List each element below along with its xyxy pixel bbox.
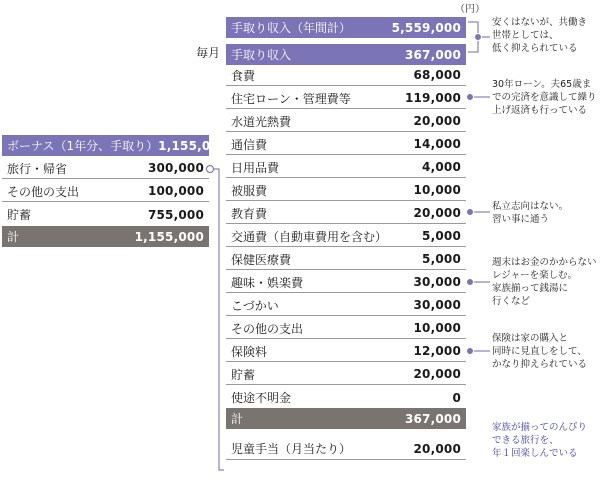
hobby-note-dot bbox=[466, 278, 474, 286]
travel-note-dot bbox=[206, 165, 214, 173]
travel-row: 旅行・帰省 300,000 bbox=[2, 158, 209, 179]
hobby-row: 趣味・娯楽費 30,000 bbox=[226, 272, 466, 293]
unknown-expenses-row: 使途不明金 0 bbox=[231, 390, 461, 405]
education-row: 教育費 20,000 bbox=[226, 203, 466, 224]
savings-row: 貯蓄 20,000 bbox=[226, 364, 466, 385]
housing-note-dot bbox=[466, 93, 474, 101]
hobby-note: 週末はお金のかからない レジャーを楽しむ。 家族揃って銭湯に 行くなど bbox=[492, 257, 597, 307]
allowance-row: こづかい 30,000 bbox=[226, 295, 466, 316]
housing-row: 住宅ローン・管理費等 119,000 bbox=[226, 88, 466, 109]
insurance-row: 保険料 12,000 bbox=[226, 341, 466, 362]
clothing-row: 被服費 10,000 bbox=[226, 180, 466, 201]
income-note: 安くはないが、共働き 世帯としては、 低く抑えられている bbox=[492, 17, 588, 54]
insurance-note: 保険は家の購入と 同時に見直しをして、 かなり抑えられている bbox=[492, 333, 588, 370]
child-allowance-row: 児童手当（月当たり） 20,000 bbox=[226, 438, 466, 460]
communication-row: 通信費 14,000 bbox=[226, 134, 466, 155]
bonus-other-row: その他の支出 100,000 bbox=[2, 181, 209, 202]
housing-note: 30年ローン。夫65歳ま での完済を意識して繰り 上げ返済も行っている bbox=[492, 79, 597, 116]
bonus-savings-row: 貯蓄 755,000 bbox=[7, 207, 204, 222]
monthly-net-income-row: 手取り収入 367,000 bbox=[226, 44, 466, 65]
income-note-dot bbox=[474, 33, 482, 41]
insurance-note-dot bbox=[466, 347, 474, 355]
monthly-label: 毎月 bbox=[196, 46, 221, 60]
food-row: 食費 68,000 bbox=[226, 65, 466, 86]
education-note-dot bbox=[466, 208, 474, 216]
transportation-row: 交通費（自動車費用を含む） 5,000 bbox=[226, 226, 466, 247]
annual-net-income-row: 手取り収入（年間計） 5,559,000 bbox=[226, 17, 466, 38]
daily-goods-row: 日用品費 4,000 bbox=[226, 157, 466, 178]
education-note: 私立志向はない。 習い事に通う bbox=[492, 201, 569, 225]
medical-row: 保健医療費 5,000 bbox=[226, 249, 466, 270]
other-expenses-row: その他の支出 10,000 bbox=[226, 318, 466, 339]
travel-note: 家族が揃ってのんびり できる旅行を、 年１回楽しんでいる bbox=[492, 422, 588, 459]
unit-label: （円） bbox=[455, 4, 485, 15]
monthly-total-row: 計 367,000 bbox=[226, 408, 466, 429]
bonus-total-row: 計 1,155,000 bbox=[2, 226, 209, 247]
bonus-header-row: ボーナス（1年分、手取り） 1,155,000 bbox=[2, 135, 209, 156]
utilities-row: 水道光熱費 20,000 bbox=[226, 111, 466, 132]
